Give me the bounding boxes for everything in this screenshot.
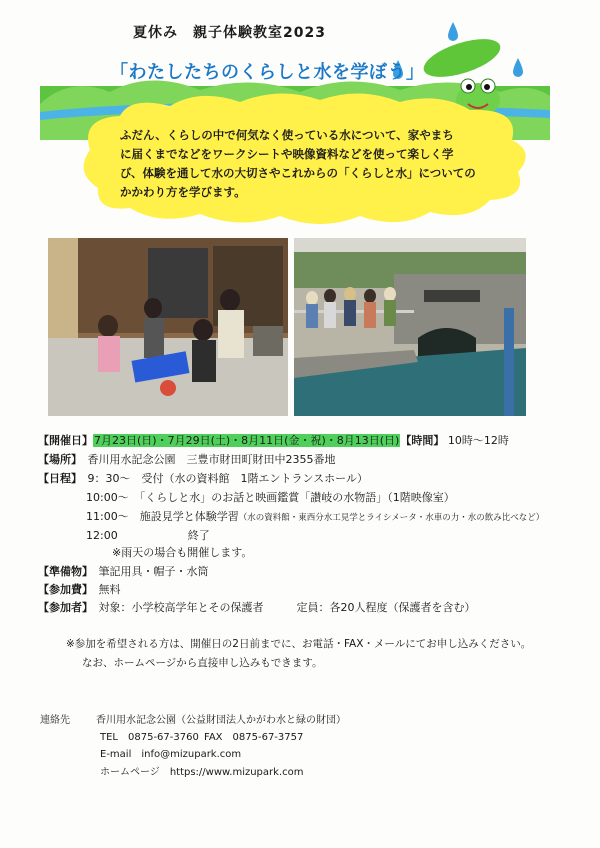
intro-text: ふだん、くらしの中で何気なく使っている水について、家やまち に届くまでなどをワークシートや映像資料などを使って楽しく学 び、体験を通して水の大切さやこれからの「くらしと水」についての かかわり方を学びます。 [120,128,476,199]
email-link[interactable]: info@mizupark.com [141,749,242,760]
info-place: 【場所】 香川用水記念公園 三豊市財田町財田中2355番地 [38,453,336,466]
page-title: 夏休み 親子体験教室2023 [133,25,326,41]
info-schedule-1: 【日程】 9：30～ 受付（水の資料館 1階エントランスホール） [38,472,368,485]
contact-fax: FAX 0875-67-3757 [204,732,304,743]
photo-waterway [294,238,526,416]
contact-tel: TEL 0875-67-3760 [100,732,199,743]
notice-line-2: なお、ホームページから直接申し込みもできます。 [82,657,323,669]
event-dates: 7月23日(日)・7月29日(土)・8月11日(金・祝)・8月13日(日) [94,434,400,447]
photo-activity [48,238,288,416]
contact-org: 香川用水記念公園（公益財団法人かがわ水と緑の財団） [96,715,346,726]
website-link[interactable]: https://www.mizupark.com [169,767,304,778]
rain-note: ※雨天の場合も開催します。 [112,546,253,559]
notice-line-1: ※参加を希望される方は、開催日の2日前までに、お電話・FAX・メールにてお申し込みください。 [66,638,532,650]
contact-web: ホームページ https://www.mizupark.com [100,767,304,778]
info-dates: 【開催日】7月23日(日)・7月29日(土)・8月11日(金・祝)・8月13日(日)【時間】 10時～12時 [38,434,509,447]
info-schedule-4: 12:00 終了 [86,529,210,542]
info-participants: 【参加者】 対象：小学校高学年とその保護者 定員：各20人程度（保護者を含む） [38,601,476,614]
event-time: 10時～12時 [447,434,509,447]
event-place: 香川用水記念公園 三豊市財田町財田中2355番地 [87,453,336,466]
info-fee: 【参加費】 無料 [38,583,121,596]
banner-title: 「わたしたちのくらしと水を学ぼう」 [110,62,425,83]
info-items: 【準備物】 筆記用具・帽子・水筒 [38,565,209,578]
info-schedule-3: 11:00～ 施設見学と体験学習（水の資料館・東西分水工見学とライシメータ・水車の力・水の飲み比べなど） [86,510,545,523]
cloud-shape [0,0,600,240]
info-schedule-2: 10:00～ 「くらしと水」のお話と映画鑑賞「讃岐の水物語」（1階映像室） [86,491,455,504]
contact-email: E-mail info@mizupark.com [100,749,242,760]
contact-label: 連絡先 [40,715,70,726]
